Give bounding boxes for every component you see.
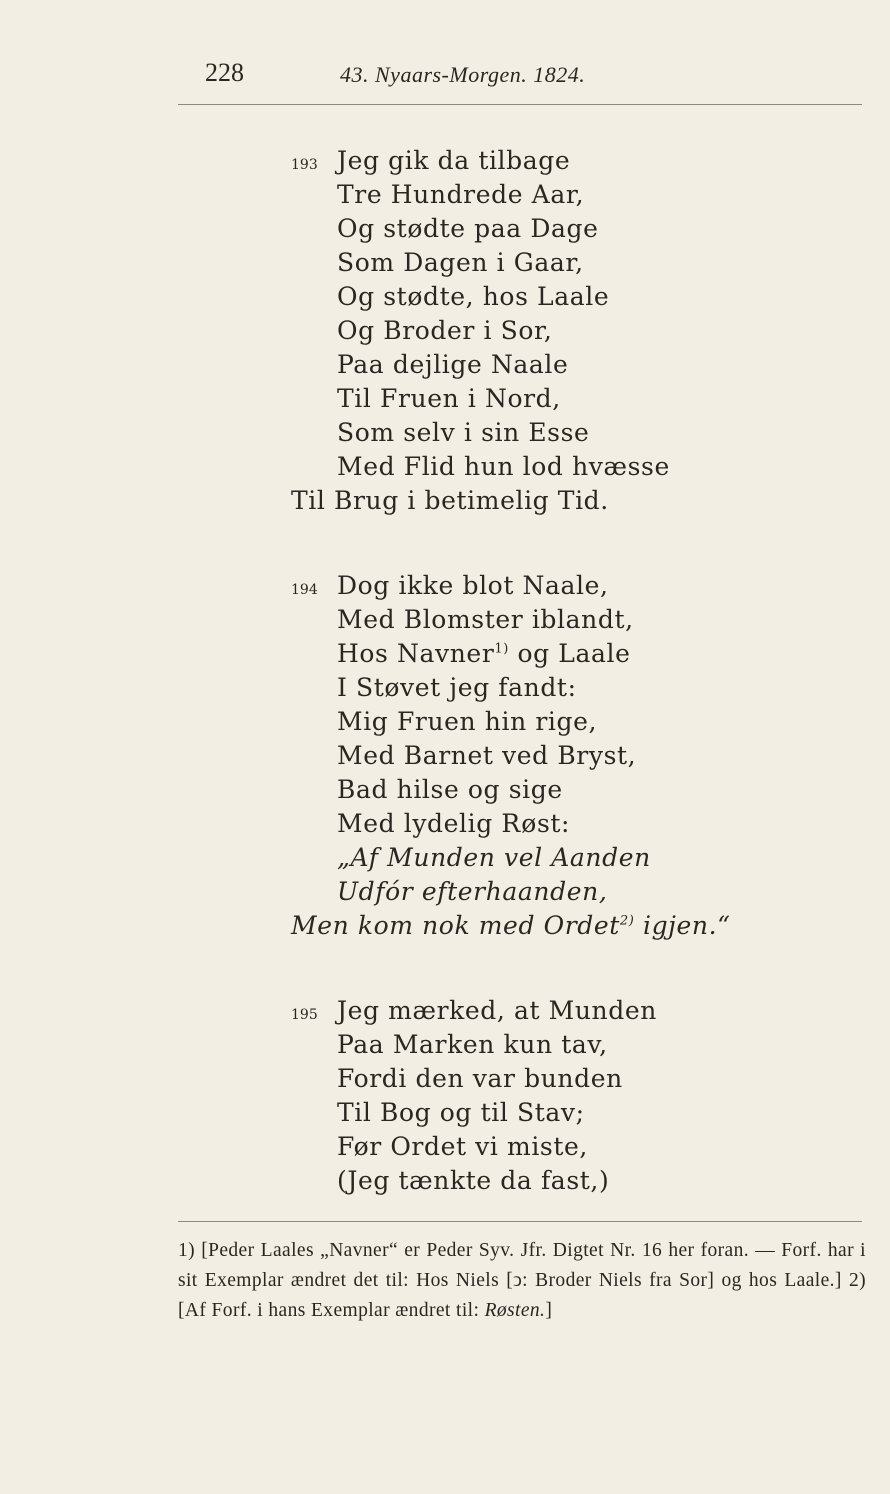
verse-text: og Laale bbox=[508, 639, 631, 668]
verse-line bbox=[291, 911, 731, 941]
verse-line: Med Flid hun lod hvæsse bbox=[337, 452, 670, 481]
stanza-number: 193 bbox=[291, 157, 318, 173]
verse-text: igjen.“ bbox=[634, 911, 731, 940]
footnotes bbox=[178, 1236, 866, 1326]
header-rule bbox=[178, 104, 862, 105]
verse-text: Hos Navner bbox=[337, 639, 495, 668]
verse-line: Til Brug i betimelig Tid. bbox=[291, 486, 609, 515]
verse-line: Fordi den var bunden bbox=[337, 1064, 623, 1093]
stanza-number: 195 bbox=[291, 1007, 318, 1023]
verse-line: „Af Munden vel Aanden bbox=[337, 843, 651, 872]
verse-line: Dog ikke blot Naale, bbox=[337, 571, 609, 600]
verse-line: Med Barnet ved Bryst, bbox=[337, 741, 637, 770]
verse-line: Til Fruen i Nord, bbox=[337, 384, 561, 413]
verse-line: Som selv i sin Esse bbox=[337, 418, 590, 447]
verse-text: Men kom nok med Ordet bbox=[291, 911, 620, 940]
verse-line: Bad hilse og sige bbox=[337, 775, 563, 804]
footnote-ref-2: 2) bbox=[619, 913, 635, 929]
verse-line: Paa dejlige Naale bbox=[337, 350, 569, 379]
verse-line: Udfór efterhaanden, bbox=[337, 877, 608, 906]
page-header bbox=[0, 58, 890, 98]
verse-line bbox=[337, 639, 631, 669]
verse-line: Og stødte, hos Laale bbox=[337, 282, 610, 311]
footnote-ref-1: 1) bbox=[494, 641, 509, 657]
footnote-text: ] bbox=[545, 1300, 553, 1321]
verse-line: Mig Fruen hin rige, bbox=[337, 707, 598, 736]
verse-line: Med Blomster iblandt, bbox=[337, 605, 634, 634]
verse-line: Før Ordet vi miste, bbox=[337, 1132, 588, 1161]
page-number: 228 bbox=[205, 58, 244, 87]
verse-line: Paa Marken kun tav, bbox=[337, 1030, 608, 1059]
running-title: 43. Nyaars-Morgen. 1824. bbox=[340, 62, 586, 87]
verse-line: Som Dagen i Gaar, bbox=[337, 248, 584, 277]
verse-line: I Støvet jeg fandt: bbox=[337, 673, 577, 702]
verse-line: Jeg mærked, at Munden bbox=[337, 996, 657, 1025]
footnote-text: 1) [Peder Laales „Navner“ er Peder Syv. Jfr. Digtet Nr. 16 her foran. — Forf. har i sit Exemplar ændret det til: Hos Niels [ↄ: Broder Niels fra Sor] og hos Laale.] 2) [Af Forf. i hans Exemplar ændret til: bbox=[178, 1240, 866, 1321]
verse-line: Og stødte paa Dage bbox=[337, 214, 599, 243]
verse-line: Til Bog og til Stav; bbox=[337, 1098, 585, 1127]
verse-line: (Jeg tænkte da fast,) bbox=[337, 1166, 610, 1195]
verse-line: Og Broder i Sor, bbox=[337, 316, 553, 345]
stanza-number: 194 bbox=[291, 582, 318, 598]
footnote-rule bbox=[178, 1221, 862, 1222]
verse-line: Med lydelig Røst: bbox=[337, 809, 571, 838]
verse-line: Tre Hundrede Aar, bbox=[337, 180, 585, 209]
footnote-italic: Røsten. bbox=[484, 1300, 546, 1321]
verse-line: Jeg gik da tilbage bbox=[337, 146, 571, 175]
